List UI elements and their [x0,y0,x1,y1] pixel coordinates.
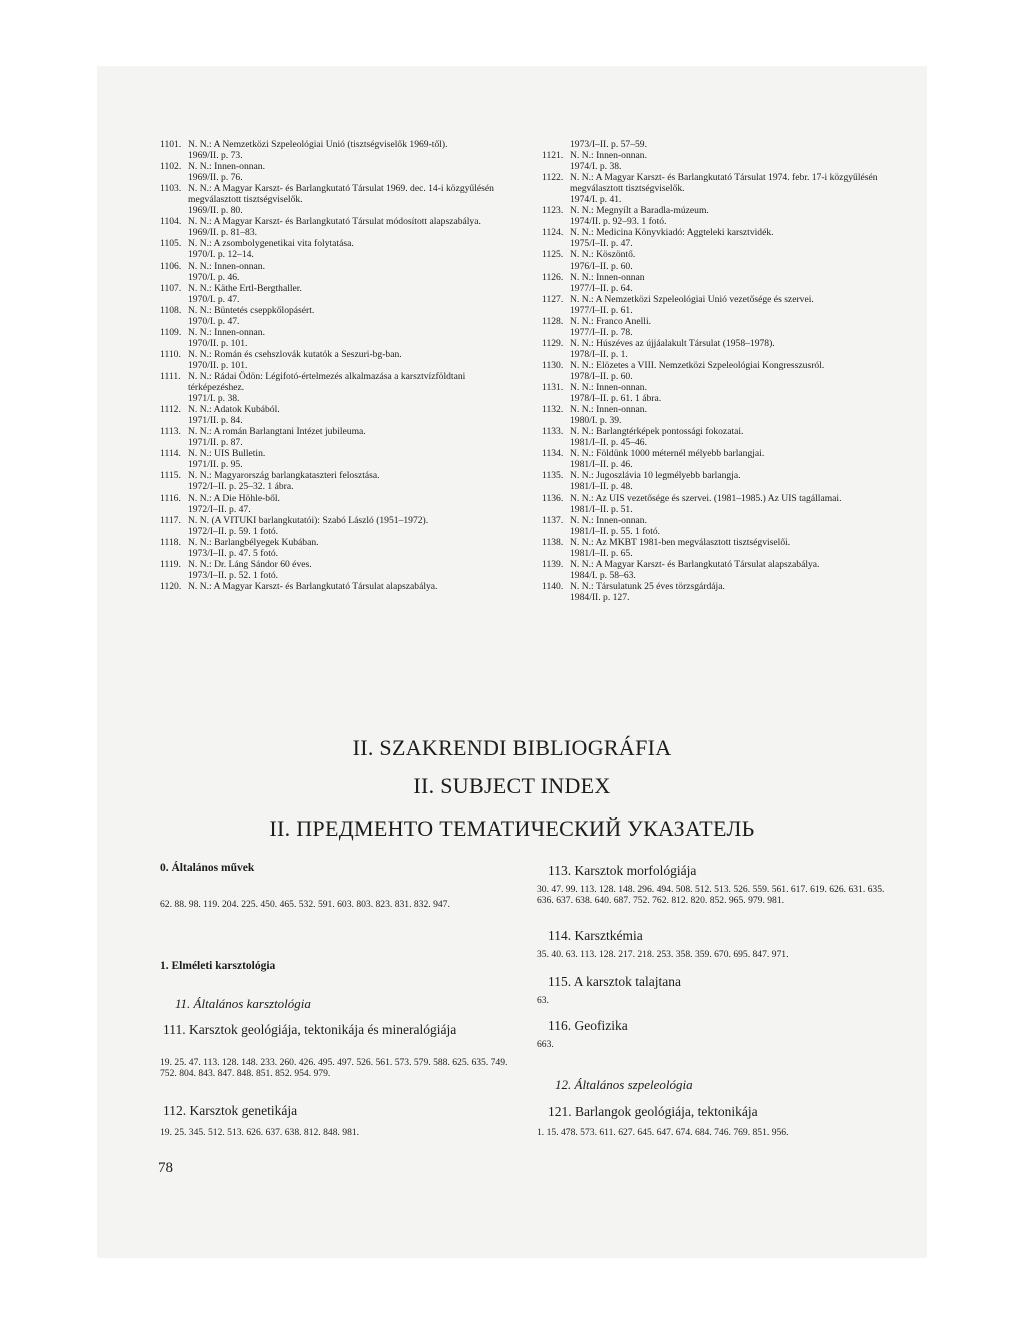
entry-number: 1119. [160,558,181,570]
entry-title: N. N.: Innen-onnan. [570,382,647,394]
entry-number: 1107. [160,282,182,294]
bibliography-entry [542,272,902,294]
entry-reference: 1981/I–II. p. 46. [570,459,633,471]
entry-number: 1129. [542,337,564,349]
entry-number: 1132. [542,404,564,416]
bibliography-entry [160,448,515,470]
entry-reference: 1973/I–II. p. 52. 1 fotó. [188,569,279,581]
entry-number: 1101. [160,139,182,150]
bibliography-entry [542,426,902,448]
entry-title: N. N.: Medicina Könyvkiadó: Aggteleki karsztvidék. [570,227,774,239]
entry-title: N. N.: Innen-onnan. [188,161,265,173]
entry-number: 1112. [160,404,181,416]
heading-russian: II. ПРЕДМЕНТО ТЕМАТИЧЕСКИЙ УКАЗАТЕЛЬ [269,816,755,841]
entry-title: N. N.: A Magyar Karszt- és Barlangkutató Társulat 1969. dec. 14-i közgyűlésén megválasztott tisztségviselők. [188,183,494,206]
entry-title: N. N.: Innen-onnan. [188,326,265,338]
entry-title: N. N.: Franco Anelli. [570,315,652,327]
entry-number: 1131. [542,382,564,394]
entry-number: 1140. [542,580,564,592]
bibliography-entry [160,238,515,260]
bibliography-entry [542,316,902,338]
entry-title: N. N.: Román és csehszlovák kutatók a Seszuri-bg-ban. [188,348,402,360]
entry-number: 1108. [160,304,182,316]
subcategory-11-title: 11. Általános karsztológia [175,996,311,1011]
entry-number: 1127. [542,293,564,305]
entry-reference: 1978/I–II. p. 1. [570,348,628,360]
bibliography-entry [160,139,515,161]
category-1-title: 1. Elméleti karsztológia [160,960,276,972]
entry-reference: 1977/I–II. p. 78. [570,326,633,338]
entry-reference: 1977/I–II. p. 64. [570,282,633,294]
entry-number: 1124. [542,227,564,239]
entry-reference: 1970/I. p. 46. [188,271,240,283]
subject-115-title: 115. A karsztok talajtana [548,974,681,989]
bibliography-entry [160,161,515,183]
entry-number: 1111. [160,370,181,382]
entry-reference: 1976/I–II. p. 60. [570,260,633,272]
entry-title: N. N.: Jugoszlávia 10 legmélyebb barlangja. [570,470,741,482]
entry-title: N. N.: Innen-onnan. [570,514,647,526]
entry-number: 1125. [542,249,564,261]
bibliography-entry [160,493,515,515]
subcategory-12-title: 12. Általános szpeleológia [555,1077,693,1092]
subject-113-refs: 30. 47. 99. 113. 128. 148. 296. 494. 508. 512. 513. 526. 559. 561. 617. 619. 626. 631. 635. 636. 637. 638. 640. 687. 752. 762. 812. 820. 852. 965. 979. 981. [537,884,885,906]
entry-reference: 1970/I. p. 12–14. [188,249,254,261]
entry-reference: 1971/I. p. 38. [188,393,240,405]
category-0-title: 0. Általános művek [160,862,255,874]
entry-number: 1126. [542,271,564,283]
bibliography-entry [542,150,902,172]
entry-title: N. N.: UIS Bulletin. [188,448,266,460]
entry-reference: 1975/I–II. p. 47. [570,238,633,250]
entry-title: N. N.: A román Barlangtani Intézet jubileuma. [188,426,366,438]
entry-reference: 1981/I–II. p. 55. 1 fotó. [570,525,661,537]
entry-reference: 1972/I–II. p. 25–32. 1 ábra. [188,481,294,493]
bibliography-entry [160,559,515,581]
entry-reference: 1981/I–II. p. 45–46. [570,437,648,449]
entry-reference: 1974/II. p. 92–93. 1 fotó. [570,216,667,228]
page-number: 78 [158,1160,173,1176]
entry-title: N. N.: A zsombolygenetikai vita folytatása. [188,238,354,250]
entry-number: 1135. [542,470,564,482]
entry-title: N. N.: A Die Höhle-ből. [188,492,280,504]
bibliography-entry [542,404,902,426]
bibliography-entry [542,172,902,205]
entry-title: N. N.: Barlangtérképek pontossági fokozatai. [570,426,744,438]
subject-113-title: 113. Karsztok morfológiája [548,863,697,878]
entry-reference: 1972/I–II. p. 47. [188,503,251,515]
heading-hungarian: II. SZAKRENDI BIBLIOGRÁFIA [352,735,672,760]
heading-english: II. SUBJECT INDEX [413,773,611,798]
entry-number: 1138. [542,536,564,548]
entry-number: 1128. [542,315,564,327]
entry-number: 1139. [542,558,564,570]
bibliography-entry [160,470,515,492]
entry-number: 1136. [542,492,564,504]
bibliography-entry [160,349,515,371]
entry-reference: 1971/II. p. 95. [188,459,243,471]
entry-reference: 1981/I–II. p. 48. [570,481,633,493]
subject-115-refs: 63. [537,995,549,1006]
entry-title: N. N.: A Magyar Karszt- és Barlangkutató Társulat alapszabálya. [570,558,820,570]
entry-number: 1105. [160,238,182,250]
entry-number: 1109. [160,326,182,338]
entry-reference: 1974/I. p. 41. [570,194,622,206]
entry-reference: 1969/II. p. 73. [188,150,243,162]
entry-title: N. N.: Az MKBT 1981-ben megválasztott tisztségviselői. [570,536,791,548]
entry-reference: 1973/I–II. p. 47. 5 fotó. [188,547,279,559]
entry-number: 1115. [160,470,181,482]
bibliography-entry [160,426,515,448]
entry-reference: 1969/II. p. 80. [188,205,243,217]
bibliography-entry [542,249,902,271]
bibliography-entry [542,139,902,150]
entry-number: 1113. [160,426,181,438]
entry-number: 1130. [542,359,564,371]
entry-number: 1116. [160,492,181,504]
entry-title: N. N.: Társulatunk 25 éves törzsgárdája. [570,580,725,592]
bibliography-entry [542,515,902,537]
entry-title: N. N.: Innen-onnan. [570,404,647,416]
entry-title: N. N.: Rádai Ödön: Légifotó-értelmezés alkalmazása a karsztvízföldtani térképezéshez. [188,370,466,394]
bibliography-entry [542,382,902,404]
entry-number: 1122. [542,172,564,184]
entry-title: N. N.: Innen-onnan [570,271,645,283]
bibliography-column-left [160,139,515,592]
entry-title: N. N.: A Nemzetközi Szpeleológiai Unió vezetősége és szervei. [570,293,814,305]
entry-reference: 1974/I. p. 38. [570,161,622,173]
bibliography-entry [160,581,515,592]
entry-title: N. N.: A Magyar Karszt- és Barlangkutató Társulat módosított alapszabálya. [188,216,481,228]
entry-title: N. N.: Käthe Ertl-Bergthaller. [188,282,302,294]
entry-reference: 1973/I–II. p. 57–59. [570,139,648,150]
entry-title: N. N.: Innen-onnan. [570,150,647,162]
subject-116-refs: 663. [537,1039,554,1050]
entry-reference: 1984/I. p. 58–63. [570,569,636,581]
entry-number: 1133. [542,426,564,438]
entry-title: N. N.: Büntetés cseppkőlopásért. [188,304,315,316]
bibliography-column-right [542,139,902,603]
entry-reference: 1969/II. p. 76. [188,172,243,184]
entry-number: 1104. [160,216,182,228]
entry-title: N. N.: Húszéves az újjáalakult Társulat (1958–1978). [570,337,775,349]
entry-title: N. N. (A VITUKI barlangkutatói): Szabó László (1951–1972). [188,514,429,526]
entry-number: 1110. [160,348,181,360]
entry-title: N. N.: Barlangbélyegek Kubában. [188,536,319,548]
entry-reference: 1970/I. p. 47. [188,293,240,305]
entry-number: 1121. [542,150,564,162]
bibliography-entry [542,470,902,492]
subject-111-title: 111. Karsztok geológiája, tektonikája és mineralógiája [163,1022,457,1037]
bibliography-entry [542,581,902,603]
bibliography-entry [542,537,902,559]
entry-reference: 1984/II. p. 127. [570,591,630,603]
entry-title: N. N.: Az UIS vezetősége és szervei. (1981–1985.) Az UIS tagállamai. [570,492,842,504]
bibliography-entry [160,404,515,426]
bibliography-entry [160,305,515,327]
bibliography-entry [160,327,515,349]
subject-121-refs: 1. 15. 478. 573. 611. 627. 645. 647. 674. 684. 746. 769. 851. 956. [537,1127,789,1138]
bibliography-entry [160,515,515,537]
subject-111-refs: 19. 25. 47. 113. 128. 148. 233. 260. 426. 495. 497. 526. 561. 573. 579. 588. 625. 635. 749. 752. 804. 843. 847. 848. 851. 852. 954. 979. [160,1057,508,1079]
entry-reference: 1978/I–II. p. 61. 1 ábra. [570,393,662,405]
entry-title: N. N.: A Nemzetközi Szpeleológiai Unió (tisztségviselők 1969-től). [188,139,448,150]
subject-112-title: 112. Karsztok genetikája [163,1103,298,1118]
subject-121-title: 121. Barlangok geológiája, tektonikája [548,1104,758,1119]
entry-title: N. N.: Elözetes a VIII. Nemzetközi Szpeleológiai Kongresszusról. [570,359,825,371]
bibliography-entry [542,227,902,249]
entry-number: 1103. [160,183,182,195]
entry-reference: 1981/I–II. p. 65. [570,547,633,559]
bibliography-entry [160,537,515,559]
bibliography-entry [542,493,902,515]
bibliography-entry [160,183,515,216]
entry-reference: 1980/I. p. 39. [570,415,622,427]
category-0-refs: 62. 88. 98. 119. 204. 225. 450. 465. 532. 591. 603. 803. 823. 831. 832. 947. [160,899,450,910]
entry-number: 1137. [542,514,564,526]
bibliography-entry [542,294,902,316]
entry-title: N. N.: A Magyar Karszt- és Barlangkutató Társulat 1974. febr. 17-i közgyűlésén megválasztott tisztségviselők. [570,172,878,195]
entry-title: N. N.: Innen-onnan. [188,260,265,272]
bibliography-entry [160,371,515,404]
entry-title: N. N.: A Magyar Karszt- és Barlangkutató Társulat alapszabálya. [188,580,438,592]
bibliography-entry [542,205,902,227]
entry-reference: 1977/I–II. p. 61. [570,304,633,316]
entry-number: 1134. [542,448,564,460]
entry-number: 1106. [160,260,182,272]
entry-number: 1117. [160,514,181,526]
bibliography-entry [160,261,515,283]
entry-number: 1118. [160,536,181,548]
entry-reference: 1970/I. p. 47. [188,315,240,327]
bibliography-entry [160,283,515,305]
entry-reference: 1981/I–II. p. 51. [570,503,633,515]
entry-number: 1102. [160,161,182,173]
subject-114-refs: 35. 40. 63. 113. 128. 217. 218. 253. 358. 359. 670. 695. 847. 971. [537,949,789,960]
entry-number: 1120. [160,580,182,592]
bibliography-entry [542,448,902,470]
entry-number: 1114. [160,448,181,460]
entry-reference: 1969/II. p. 81–83. [188,227,258,239]
entry-reference: 1978/I–II. p. 60. [570,370,633,382]
entry-title: N. N.: Magyarország barlangkataszteri felosztása. [188,470,380,482]
subject-114-title: 114. Karsztkémia [548,928,643,943]
entry-title: N. N.: Földünk 1000 méternél mélyebb barlangjai. [570,448,765,460]
bibliography-entry [542,338,902,360]
subject-112-refs: 19. 25. 345. 512. 513. 626. 637. 638. 812. 848. 981. [160,1127,360,1138]
entry-title: N. N.: Köszöntő. [570,249,636,261]
bibliography-entry [160,216,515,238]
entry-reference: 1970/II. p. 101. [188,337,248,349]
subject-116-title: 116. Geofizika [548,1018,628,1033]
entry-title: N. N.: Adatok Kubából. [188,404,280,416]
entry-number: 1123. [542,205,564,217]
bibliography-entry [542,559,902,581]
bibliography-entry [542,360,902,382]
entry-reference: 1972/I–II. p. 59. 1 fotó. [188,525,279,537]
entry-reference: 1971/II. p. 84. [188,415,243,427]
entry-reference: 1970/II. p. 101. [188,359,248,371]
entry-reference: 1971/II. p. 87. [188,437,243,449]
entry-title: N. N.: Dr. Láng Sándor 60 éves. [188,558,312,570]
entry-title: N. N.: Megnyílt a Baradla-múzeum. [570,205,709,217]
